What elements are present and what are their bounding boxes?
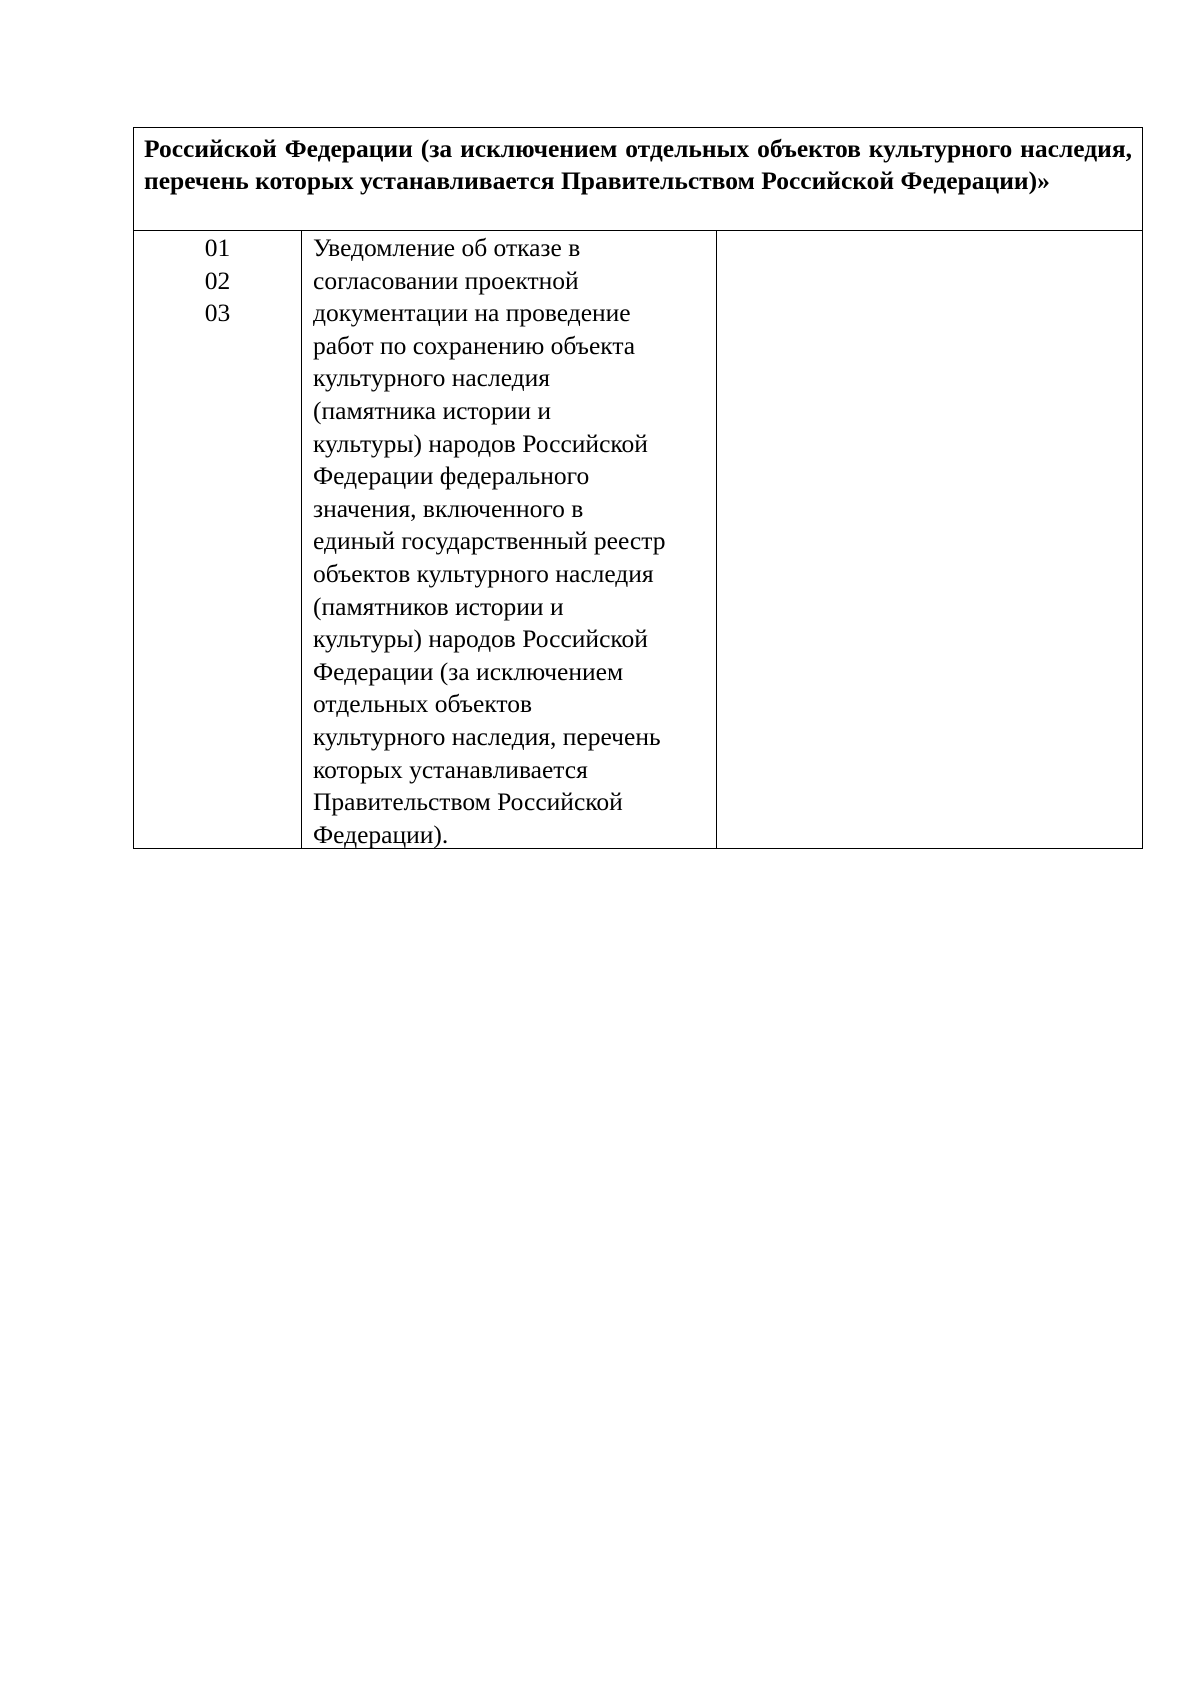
codes-cell: [134, 231, 302, 848]
document-table: [133, 127, 1143, 849]
description-cell: Уведомление об отказе в согласовании проектной документации на проведение работ по сохранению объекта культурного наследия (памятника истории и культуры) народов Российской Федерации федерального значения, включенного в единый государственный реестр объектов культурного наследия (памятников истории и культуры) народов Российской Федерации (за исключением отдельных объектов культурного наследия, перечень которых устанавливается Правительством Российской Федерации).: [302, 231, 717, 848]
code-item: 03: [204, 298, 231, 327]
table-header-cell: Российской Федерации (за исключением отдельных объектов культурного наследия, перечень которых устанавливается Правительством Российской Федерации)»: [134, 128, 1142, 231]
code-item: 01: [204, 233, 231, 262]
empty-cell: [717, 231, 1142, 848]
table-row: [134, 231, 1142, 848]
code-item: 02: [204, 265, 231, 295]
